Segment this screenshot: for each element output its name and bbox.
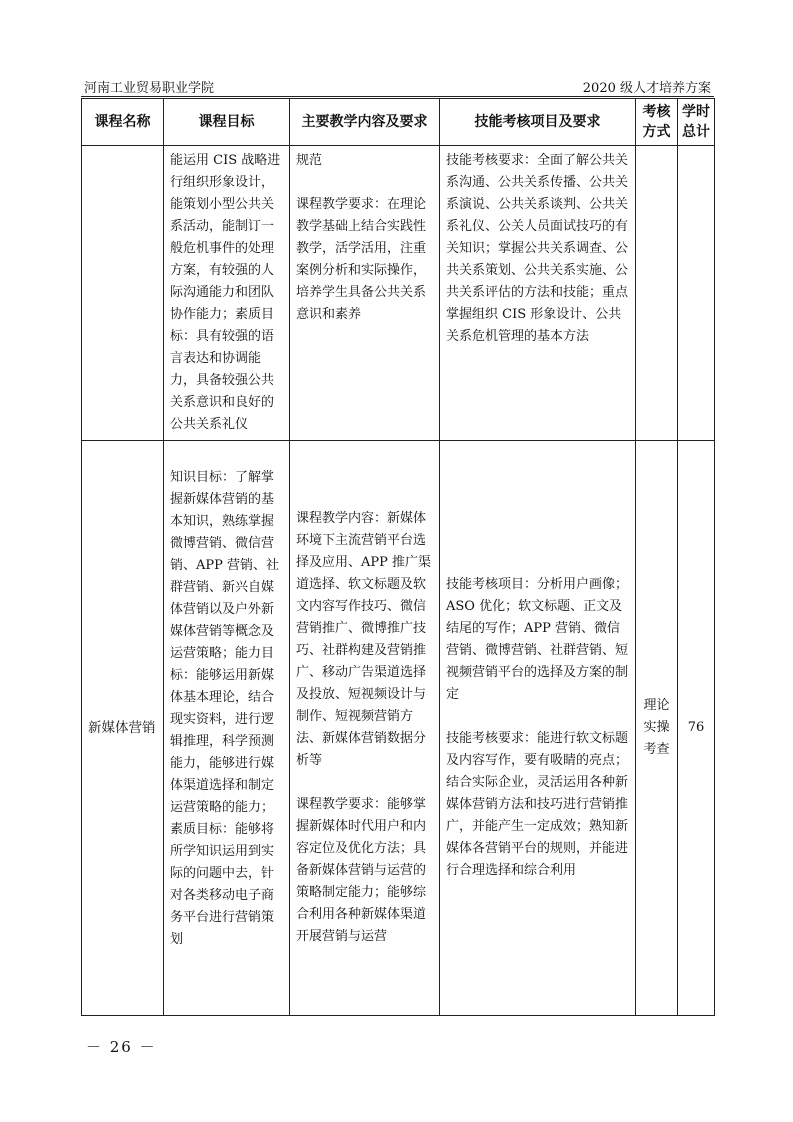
table-header-row [82,99,715,146]
col-header-content: 主要教学内容及要求 [290,99,440,146]
col-header-exam-method: 考核 方式 [636,99,678,146]
cell-skill [440,441,636,1016]
cell-total-hours: 76 [678,441,715,1016]
cell-course-goal: 知识目标：了解掌握新媒体营销的基本知识，熟练掌握微博营销、微信营销、APP 营销、社群营销、新兴自媒体营销以及户外新媒体营销等概念及运营策略；能力目标：能够运用新媒体基本理论，结合现实资料，进行逻辑推理，科学预测能力，能够进行媒体渠道选择和制定运营策略的能力；素质目标：能够将所学知识运用到实际的问题中去，针对各类移动电子商务平台进行营销策划 [164,441,290,1016]
cell-skill: 技能考核要求：全面了解公共关系沟通、公共关系传播、公共关系演说、公共关系谈判、公共关系礼仪、公关人员面试技巧的有关知识；掌握公共关系调查、公共关系策划、公共关系实施、公共关系评估的方法和技能；重点掌握组织 CIS 形象设计、公共关系危机管理的基本方法 [440,146,636,441]
cell-course-name [82,146,164,441]
cell-content [290,146,440,441]
col-header-total-hours: 学时 总计 [678,99,715,146]
header-rule [81,96,714,97]
content-paragraph: 规范 [296,153,323,168]
col-header-course-name: 课程名称 [82,99,164,146]
content-paragraph: 课程教学内容：新媒体环境下主流营销平台选择及应用、APP 推广渠道选择、软文标题及软文内容写作技巧、微信营销推广、微博推广技巧、社群构建及营销推广、移动广告渠道选择及投放、短视频设计与制作、短视频营销方法、新媒体营销数据分析等 [296,511,432,768]
cell-course-name: 新媒体营销 [82,441,164,1016]
header-doc-title: 2020 级人才培养方案 [582,81,711,96]
content-paragraph: 课程教学要求：能够掌握新媒体时代用户和内容定位及优化方法；具备新媒体营销与运营的策略制定能力；能够综合利用各种新媒体渠道开展营销与运营 [296,797,427,944]
curriculum-table [81,98,715,1016]
skill-paragraph: 技能考核要求：能进行软文标题及内容写作，要有吸睛的亮点；结合实际企业，灵活运用各种新媒体营销方法和技巧进行营销推广，并能产生一定成效；熟知新媒体各营销平台的规则，并能进行合理选择和综合利用 [446,731,629,878]
cell-exam-method: 理论实操考查 [636,441,678,1016]
cell-total-hours [678,146,715,441]
table-row [82,146,715,441]
content-paragraph: 课程教学要求：在理论教学基础上结合实践性教学，活学活用，注重案例分析和实际操作，培养学生具备公共关系意识和素养 [296,197,427,322]
cell-course-goal: 能运用 CIS 战略进行组织形象设计，能策划小型公共关系活动，能制订一般危机事件的处理方案，有较强的人际沟通能力和团队协作能力；素质目标：具有较强的语言表达和协调能力，具备较强公共关系意识和良好的公共关系礼仪 [164,146,290,441]
page-number: － 26 － [86,1038,157,1056]
skill-paragraph: 技能考核项目：分析用户画像；ASO 优化；软文标题、正文及结尾的写作；APP 营销、微信营销、微博营销、社群营销、短视频营销平台的选择及方案的制定 [446,577,629,702]
header-school: 河南工业贸易职业学院 [84,81,215,96]
col-header-skill: 技能考核项目及要求 [440,99,636,146]
col-header-course-goal: 课程目标 [164,99,290,146]
table-row [82,441,715,1016]
cell-exam-method [636,146,678,441]
cell-content [290,441,440,1016]
